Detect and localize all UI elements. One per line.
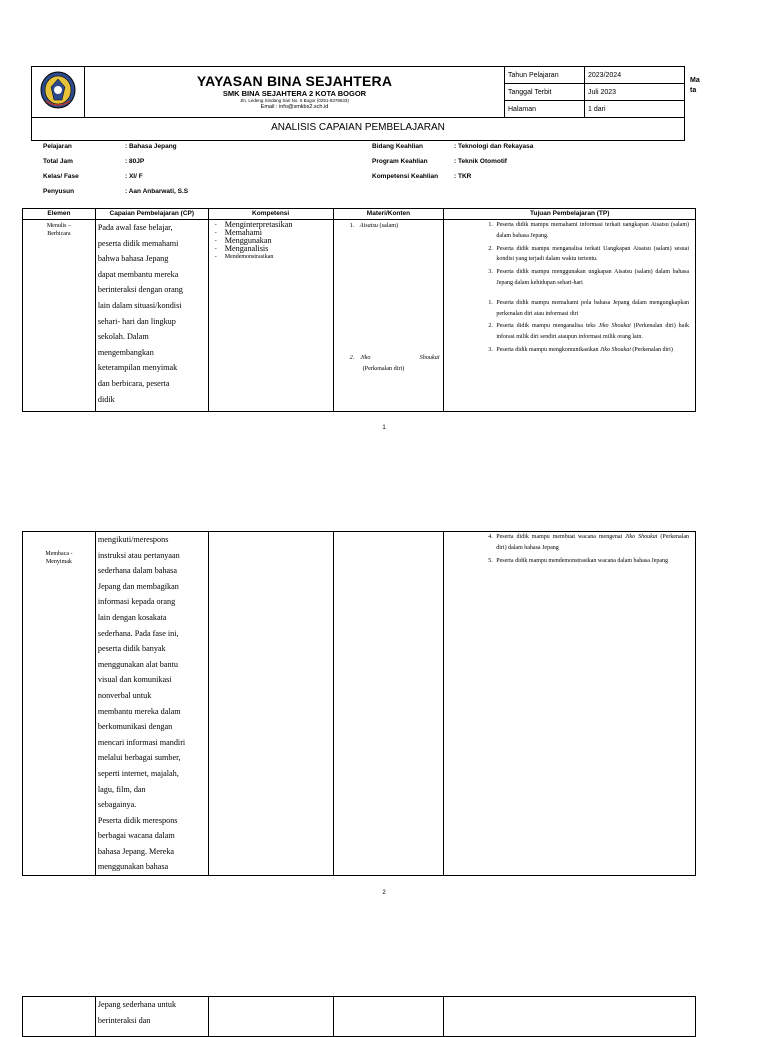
- document-header: [31, 66, 685, 118]
- materi-term: Jiko Shoukai: [360, 354, 440, 361]
- side-note-line: ta: [690, 87, 697, 94]
- cp-line: berinteraksi dan: [97, 1015, 151, 1025]
- materi-cell: [333, 220, 444, 412]
- page-number: 2: [382, 890, 386, 896]
- elemen-cell: [23, 997, 96, 1037]
- cp-line: peserta didik memahami: [97, 238, 179, 248]
- info-value: : Aan Anbarwati, S.S: [125, 188, 189, 195]
- tp-list-2: [444, 298, 695, 356]
- school-address: Jln. Ledeng Sindang Sari No. 5 Bogor (0251-8378633): [240, 98, 349, 103]
- cp-line: sebagainya.: [97, 800, 137, 810]
- materi-item: [350, 222, 399, 230]
- cp-line: didik: [97, 394, 115, 404]
- cp-line: seperti internet, majalah,: [97, 768, 179, 778]
- meta-label: Tahun Pelajaran: [505, 67, 585, 84]
- info-value: : TKR: [454, 173, 472, 180]
- materi-cell: [333, 532, 444, 876]
- cp-line: Pada awal fase belajar,: [97, 223, 173, 232]
- kompetensi-item: - Mendemonstrasikan: [225, 253, 333, 261]
- meta-value: 2023/2024: [585, 67, 685, 84]
- cp-cell: [95, 220, 208, 412]
- materi-term: Aisatsu: [359, 222, 378, 229]
- info-value: : Teknik Otomotif: [454, 158, 507, 165]
- tp-item: 5. Peserta didik mampu mendemonstrasikan wacana dalam bahasa Jepang: [494, 556, 689, 567]
- cp-line: mengembangkan: [97, 347, 154, 357]
- elemen-cell: [23, 220, 96, 412]
- tp-cell: [444, 532, 696, 876]
- school-email: Email : info@smkbs2.sch.id: [260, 104, 329, 110]
- info-value: : XI/ F: [125, 173, 143, 180]
- cp-line: menggunakan bahasa: [97, 862, 169, 872]
- materi-number: 1.: [349, 222, 355, 229]
- info-right-labels: [372, 142, 438, 187]
- info-label: Kelas/ Fase: [43, 173, 79, 180]
- cp-line: Peserta didik merespons: [97, 815, 178, 825]
- cp-line: berkomunikasi dengan: [97, 722, 173, 732]
- cp-cell: [95, 532, 208, 876]
- tp-list-continued: [444, 532, 695, 566]
- page-number: 1: [382, 425, 386, 431]
- cp-line: nonverbal untuk: [97, 690, 152, 700]
- cp-line: Jepang dan membagikan: [97, 581, 179, 591]
- info-right-values: [454, 142, 533, 187]
- cp-line: melalui berbagai sumber,: [97, 753, 181, 763]
- cp-line: sekolah. Dalam: [97, 332, 149, 342]
- document-title: ANALISIS CAPAIAN PEMBELAJARAN: [31, 118, 685, 141]
- header-kompetensi: Kompetensi: [208, 209, 333, 220]
- cp-line: berinteraksi dengan orang: [97, 285, 183, 295]
- cp-line: lain dalam situasi/kondisi: [97, 300, 182, 310]
- cp-line: keterampilan menyimak: [97, 363, 178, 373]
- cp-line: bahasa Jepang. Mereka: [97, 846, 175, 856]
- materi-gloss: (salam): [378, 222, 399, 229]
- info-label: Pelajaran: [43, 143, 72, 150]
- tp-item: 1. Peserta didik mampu memahami pola bahasa Jepang dalam mengungkapkan perkenalan diri atau informasi diri: [494, 298, 689, 320]
- meta-label: Halaman: [505, 101, 585, 118]
- cp-line: sederhana dalam bahasa: [97, 566, 177, 576]
- tp-item: 4. Peserta didik mampu membuat wacana mengenai Jiko Shoukai (Perkenalan diri) dalam bahasa Jepang: [494, 532, 689, 554]
- info-left-labels: [43, 142, 79, 202]
- cp-line: membantu mereka dalam: [97, 706, 181, 716]
- kompetensi-item: - Menginterpretasikan: [225, 221, 333, 229]
- side-note: [690, 76, 700, 96]
- info-label: Program Keahlian: [372, 158, 428, 165]
- kompetensi-item: - Memahami: [225, 229, 333, 237]
- tp-cell: [444, 220, 696, 412]
- cp-line: mengikuti/merespons: [97, 535, 169, 544]
- table-row: [23, 220, 696, 412]
- logo-cell: [32, 67, 85, 118]
- materi-cell: [333, 997, 444, 1037]
- cp-line: lain dengan kosakata: [97, 612, 167, 622]
- kompetensi-item: - Menggunakan: [225, 237, 333, 245]
- info-value: : 80JP: [125, 158, 145, 165]
- school-crest-icon: [38, 69, 78, 111]
- cp-analysis-table: [22, 208, 696, 412]
- elemen-line: Berbicara: [47, 231, 71, 237]
- info-value: : Teknologi dan Rekayasa: [454, 143, 534, 150]
- cp-analysis-table-page3: [22, 996, 696, 1037]
- org-name: YAYASAN BINA SEJAHTERA: [196, 73, 393, 89]
- organization-block: [85, 67, 505, 118]
- kompetensi-list: [209, 220, 333, 261]
- cp-line: berbagai wacana dalam: [97, 831, 175, 841]
- header-cp: Capaian Pembelajaran (CP): [95, 209, 208, 220]
- cp-line: informasi kepada orang: [97, 597, 176, 607]
- tp-cell: [444, 997, 696, 1037]
- info-left-values: [125, 142, 188, 202]
- tp-item: 3. Peserta didik mampu mengkomunikasikan Jiko Shoukai (Perkenalan diri): [494, 345, 689, 356]
- info-label: Penyusun: [43, 188, 75, 195]
- side-note-line: Ma: [690, 77, 700, 84]
- materi-gloss: (Perkenalan diri): [362, 365, 405, 372]
- meta-label: Tanggal Terbit: [505, 84, 585, 101]
- table-row: [23, 997, 696, 1037]
- cp-line: visual dan komunikasi: [97, 675, 172, 685]
- kompetensi-cell: [208, 997, 333, 1037]
- materi-number: 2.: [349, 354, 355, 361]
- cp-cell: [95, 997, 208, 1037]
- cp-line: bahwa bahasa Jepang: [97, 254, 169, 264]
- meta-value: Juli 2023: [585, 84, 685, 101]
- elemen-line: Membaca -: [45, 551, 73, 557]
- info-label: Bidang Keahlian: [372, 143, 423, 150]
- cp-line: lagu, film, dan: [97, 784, 146, 794]
- cp-line: peserta didik banyak: [97, 644, 166, 654]
- kompetensi-cell: [208, 532, 333, 876]
- tp-list-1: [444, 220, 695, 289]
- table-row: [23, 532, 696, 876]
- cp-line: dan berbicara, peserta: [97, 378, 170, 388]
- meta-value: 1 dari: [585, 101, 685, 118]
- elemen-line: Menulis –: [46, 223, 72, 229]
- header-materi: Materi/Konten: [333, 209, 444, 220]
- table-header-row: [23, 209, 696, 220]
- kompetensi-item: - Menganalisis: [225, 245, 333, 253]
- cp-line: sederhana. Pada fase ini,: [97, 628, 179, 638]
- cp-line: instruksi atau pertanyaan: [97, 550, 180, 560]
- tp-item: 3. Peserta didik mampu menggunakan ungkapan Aisatsu (salam) dalam bahasa Jepang dalam kehidupan sehari-hari: [494, 267, 689, 289]
- tp-item: 2. Peserta didik mampu menganalisa teks Jiko Shoukai (Perkenalan diri) baik inforasi milik diri sendiri ataupun informasi milik orang lain.: [494, 321, 689, 343]
- cp-line: mencari informasi mandiri: [97, 737, 186, 747]
- info-label: Kompetensi Keahlian: [372, 173, 439, 180]
- materi-item: [350, 354, 440, 373]
- tp-item: 1. Peserta didik mampu memahami informasi terkait uangkapan Aisatsu (salam) dalam bahasa Jepang.: [494, 220, 689, 242]
- header-elemen: Elemen: [23, 209, 96, 220]
- cp-line: sehari- hari dan lingkup: [97, 316, 176, 326]
- tp-item: 2. Peserta didik mampu menganalisa terkait Uangkapan Aisatsu (salam) sesuai kondisi yang terjadi dalam waktu tertentu.: [494, 244, 689, 266]
- elemen-line: Menyimak: [45, 559, 72, 565]
- info-label: Total Jam: [43, 158, 73, 165]
- cp-line: menggunakan alat bantu: [97, 659, 178, 669]
- elemen-cell: [23, 532, 96, 876]
- info-value: : Bahasa Jepang: [125, 143, 177, 150]
- kompetensi-cell: [208, 220, 333, 412]
- header-tp: Tujuan Pembelajaran (TP): [444, 209, 696, 220]
- school-name: SMK BINA SEJAHTERA 2 KOTA BOGOR: [222, 89, 367, 98]
- cp-line: Jepang sederhana untuk: [97, 1000, 177, 1009]
- cp-line: dapat membantu mereka: [97, 269, 179, 279]
- cp-analysis-table-continued: [22, 531, 696, 876]
